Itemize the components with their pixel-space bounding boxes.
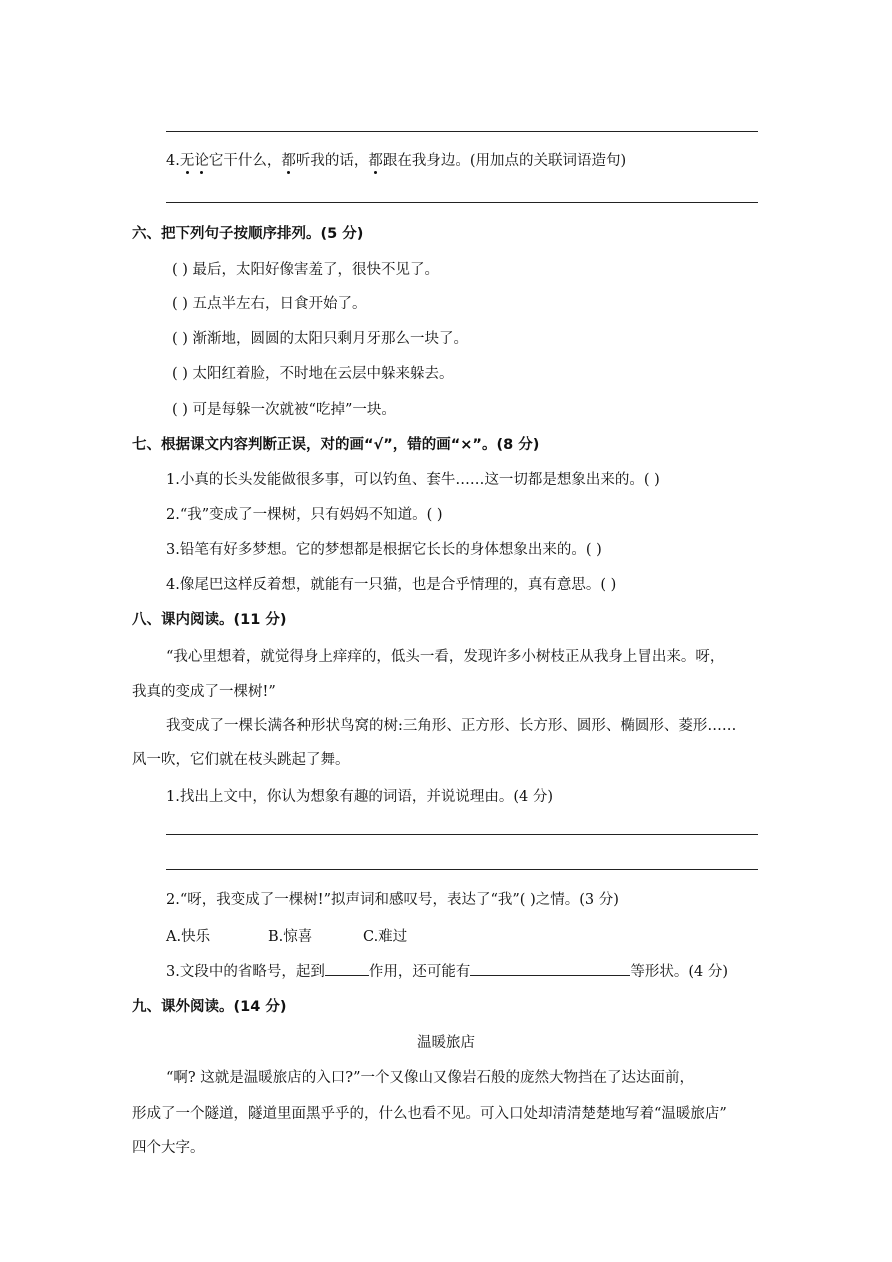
text: 它干什么， xyxy=(208,153,282,169)
story-paragraph: 形成了一个隧道，隧道里面黑乎乎的，什么也看不见。可入口处却清清楚楚地写着“温暖旅店” xyxy=(132,1106,727,1122)
reading-paragraph: 我真的变成了一棵树!” xyxy=(132,684,276,700)
dotted-word: 论 xyxy=(194,153,209,169)
section-7-heading: 七、根据课文内容判断正误，对的画“√”，错的画“×”。(8 分) xyxy=(132,437,540,453)
fill-blank[interactable] xyxy=(325,961,369,976)
option-c: C.难过 xyxy=(363,929,408,945)
dotted-word: 都 xyxy=(368,153,383,169)
question-5-item-4 xyxy=(166,149,626,170)
option-a: A.快乐 xyxy=(166,929,211,945)
item-number: 4. xyxy=(166,153,180,169)
text: 等形状。(4 分) xyxy=(630,964,728,980)
answer-line xyxy=(166,202,758,203)
order-item: ( ) 渐渐地，圆圆的太阳只剩月牙那么一块了。 xyxy=(172,331,469,347)
answer-line xyxy=(166,131,758,132)
reading-question-2: 2.“呀，我变成了一棵树!”拟声词和感叹号，表达了“我”( )之情。(3 分) xyxy=(166,892,619,908)
section-6-heading: 六、把下列句子按顺序排列。(5 分) xyxy=(132,226,364,242)
judge-item: 3.铅笔有好多梦想。它的梦想都是根据它长长的身体想象出来的。( ) xyxy=(166,542,602,558)
answer-line xyxy=(166,834,758,835)
story-title: 温暖旅店 xyxy=(417,1035,475,1051)
order-item: ( ) 可是每躲一次就被“吃掉”一块。 xyxy=(172,402,396,418)
order-item: ( ) 五点半左右，日食开始了。 xyxy=(172,296,367,312)
text: 跟在我身边。(用加点的关联词语造句) xyxy=(382,153,627,169)
judge-item: 1.小真的长头发能做很多事，可以钓鱼、套牛……这一切都是想象出来的。( ) xyxy=(166,472,660,488)
story-paragraph: “啊? 这就是温暖旅店的入口?”一个又像山又像岩石般的庞然大物挡在了达达面前， xyxy=(166,1070,694,1086)
section-8-heading: 八、课内阅读。(11 分) xyxy=(132,612,287,628)
reading-question-3 xyxy=(166,960,728,981)
text: 3.文段中的省略号，起到 xyxy=(166,964,325,980)
reading-paragraph: 我变成了一棵长满各种形状鸟窝的树:三角形、正方形、长方形、圆形、椭圆形、菱形…… xyxy=(166,718,737,734)
story-paragraph: 四个大字。 xyxy=(132,1140,205,1156)
section-9-heading: 九、课外阅读。(14 分) xyxy=(132,999,287,1015)
option-b: B.惊喜 xyxy=(268,929,313,945)
reading-paragraph: 风一吹，它们就在枝头跳起了舞。 xyxy=(132,752,350,768)
reading-question-1: 1.找出上文中，你认为想象有趣的词语，并说说理由。(4 分) xyxy=(166,789,553,805)
order-item: ( ) 太阳红着脸，不时地在云层中躲来躲去。 xyxy=(172,366,454,382)
text: 作用，还可能有 xyxy=(368,964,471,980)
dotted-word: 都 xyxy=(281,153,296,169)
judge-item: 2.“我”变成了一棵树，只有妈妈不知道。( ) xyxy=(166,507,443,523)
text: 听我的话， xyxy=(295,153,369,169)
order-item: ( ) 最后，太阳好像害羞了，很快不见了。 xyxy=(172,262,440,278)
answer-line xyxy=(166,869,758,870)
fill-blank[interactable] xyxy=(470,961,630,976)
dotted-word: 无 xyxy=(179,153,195,169)
judge-item: 4.像尾巴这样反着想，就能有一只猫，也是合乎情理的，真有意思。( ) xyxy=(166,577,617,593)
reading-paragraph: “我心里想着，就觉得身上痒痒的，低头一看，发现许多小树枝正从我身上冒出来。呀， xyxy=(166,649,725,665)
